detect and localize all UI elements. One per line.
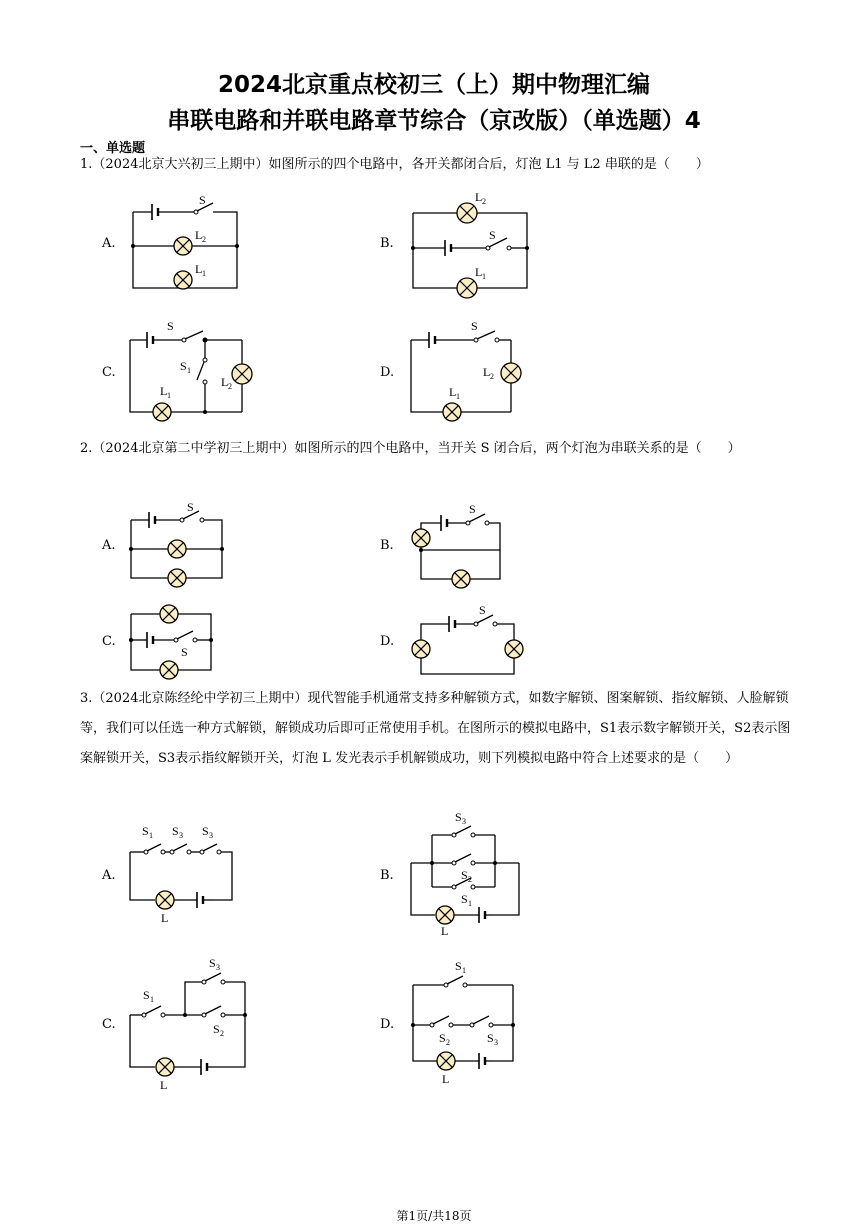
q1-option-d[interactable]: D. <box>380 365 395 380</box>
q2-circuit-d <box>405 600 530 685</box>
q2-circuit-b <box>405 495 510 590</box>
q1-circuit-a <box>125 190 245 300</box>
q1a-s-label: S <box>199 193 206 207</box>
sub2: 2 <box>446 1038 450 1047</box>
q1b-l1-label: L <box>475 265 483 279</box>
page-footer: 第1页/共18页 <box>396 1209 472 1223</box>
q2-option-d[interactable]: D. <box>380 634 395 649</box>
q2-option-b[interactable]: B. <box>380 538 394 553</box>
q1-option-c[interactable]: C. <box>102 365 116 380</box>
sub1: 1 <box>468 899 472 908</box>
sub3: 3 <box>462 817 466 826</box>
q3a-l-label: L <box>161 911 169 925</box>
q3a-s1-label: S <box>142 824 149 838</box>
q3-option-b[interactable]: B. <box>380 868 394 883</box>
q3b-s2-label: S <box>461 868 468 882</box>
q1b-l2-label: L <box>475 190 483 204</box>
q1d-l2-label: L <box>483 365 491 379</box>
q3-circuit-c <box>125 955 255 1090</box>
sub1: 1 <box>187 366 191 375</box>
sub1: 1 <box>462 966 466 975</box>
q3d-s2-label: S <box>439 1031 446 1045</box>
q3-option-a[interactable]: A. <box>102 868 116 883</box>
sub1: 1 <box>482 272 486 281</box>
sub3: 3 <box>494 1038 498 1047</box>
q3c-s2-label: S <box>213 1022 220 1036</box>
q3b-s1-label: S <box>461 892 468 906</box>
q1-option-b[interactable]: B. <box>380 236 394 251</box>
sub2: 2 <box>220 1029 224 1038</box>
q2-circuit-a <box>125 500 230 585</box>
q2-circuit-c <box>125 600 220 685</box>
q1c-l2-label: L <box>221 375 229 389</box>
q3d-s1-label: S <box>455 959 462 973</box>
q1c-l1-label: L <box>160 384 168 398</box>
sub1: 1 <box>150 995 154 1004</box>
q3c-l-label: L <box>160 1078 168 1092</box>
q2a-s-label: S <box>187 500 194 514</box>
q3c-s3-label: S <box>209 956 216 970</box>
section-heading: 一、单选题 <box>80 141 146 156</box>
q3b-l-label: L <box>441 924 449 938</box>
question-3-stem: 3.（2024北京陈经纶中学初三上期中）现代智能手机通常支持多种解锁方式，如数字解锁、图案解锁、指纹解锁、人脸解锁等，我们可以任选一种方式解锁，解锁成功后即可正常使用手机。在图所示的模拟电路中，S1表示数字解锁开关，S2表示图案解锁开关，S3表示指纹解锁开关，灯泡 L 发光表示手机解锁成功，则下列模拟电路中符合上述要求的是（ ） <box>80 691 791 766</box>
q3-circuit-d <box>405 955 530 1090</box>
q1-circuit-d <box>405 320 535 430</box>
q1c-s1-label: S <box>180 359 187 373</box>
q1d-l1-label: L <box>449 385 457 399</box>
sub1: 1 <box>456 392 460 401</box>
q1-option-a[interactable]: A. <box>102 236 116 251</box>
q3b-s-top-label: S <box>455 810 462 824</box>
sub2: 2 <box>468 875 472 884</box>
document-title-line1: 2024北京重点校初三（上）期中物理汇编 <box>217 72 650 98</box>
q3-circuit-b <box>405 805 525 938</box>
sub2: 2 <box>490 372 494 381</box>
q3a-s3-label: S <box>202 824 209 838</box>
q3d-l-label: L <box>442 1072 450 1086</box>
q3d-s3-label: S <box>487 1031 494 1045</box>
q3-option-d[interactable]: D. <box>380 1017 395 1032</box>
sub2: 2 <box>228 382 232 391</box>
sub1: 1 <box>167 391 171 400</box>
sub2: 2 <box>482 197 486 206</box>
question-2-stem: 2.（2024北京第二中学初三上期中）如图所示的四个电路中，当开关 S 闭合后，两个灯泡为串联关系的是（ ） <box>80 441 741 456</box>
q2-option-a[interactable]: A. <box>102 538 116 553</box>
sub2: 2 <box>202 235 206 244</box>
document-title-line2: 串联电路和并联电路章节综合（京改版）（单选题）4 <box>167 108 701 134</box>
q1a-l1-label: L <box>195 262 203 276</box>
sub1: 1 <box>149 831 153 840</box>
q1c-s-label: S <box>167 319 174 333</box>
q1-circuit-b <box>405 185 535 300</box>
question-1-stem: 1.（2024北京大兴初三上期中）如图所示的四个电路中，各开关都闭合后，灯泡 L1 与 L2 串联的是（ ） <box>80 157 709 172</box>
q1b-s-label: S <box>489 228 496 242</box>
q1-circuit-c <box>125 320 265 430</box>
q2b-s-label: S <box>469 502 476 516</box>
sub3: 3 <box>209 831 213 840</box>
q3c-s1-label: S <box>143 988 150 1002</box>
q2-option-c[interactable]: C. <box>102 634 116 649</box>
sub3: 3 <box>216 963 220 972</box>
q3-option-c[interactable]: C. <box>102 1017 116 1032</box>
q2d-s-label: S <box>479 603 486 617</box>
sub1: 1 <box>202 269 206 278</box>
q2c-s-label: S <box>181 645 188 659</box>
q1a-l2-label: L <box>195 228 203 242</box>
sub3: 3 <box>179 831 183 840</box>
q1d-s-label: S <box>471 319 478 333</box>
q3-circuit-a <box>125 820 240 930</box>
q3a-s2-label: S <box>172 824 179 838</box>
